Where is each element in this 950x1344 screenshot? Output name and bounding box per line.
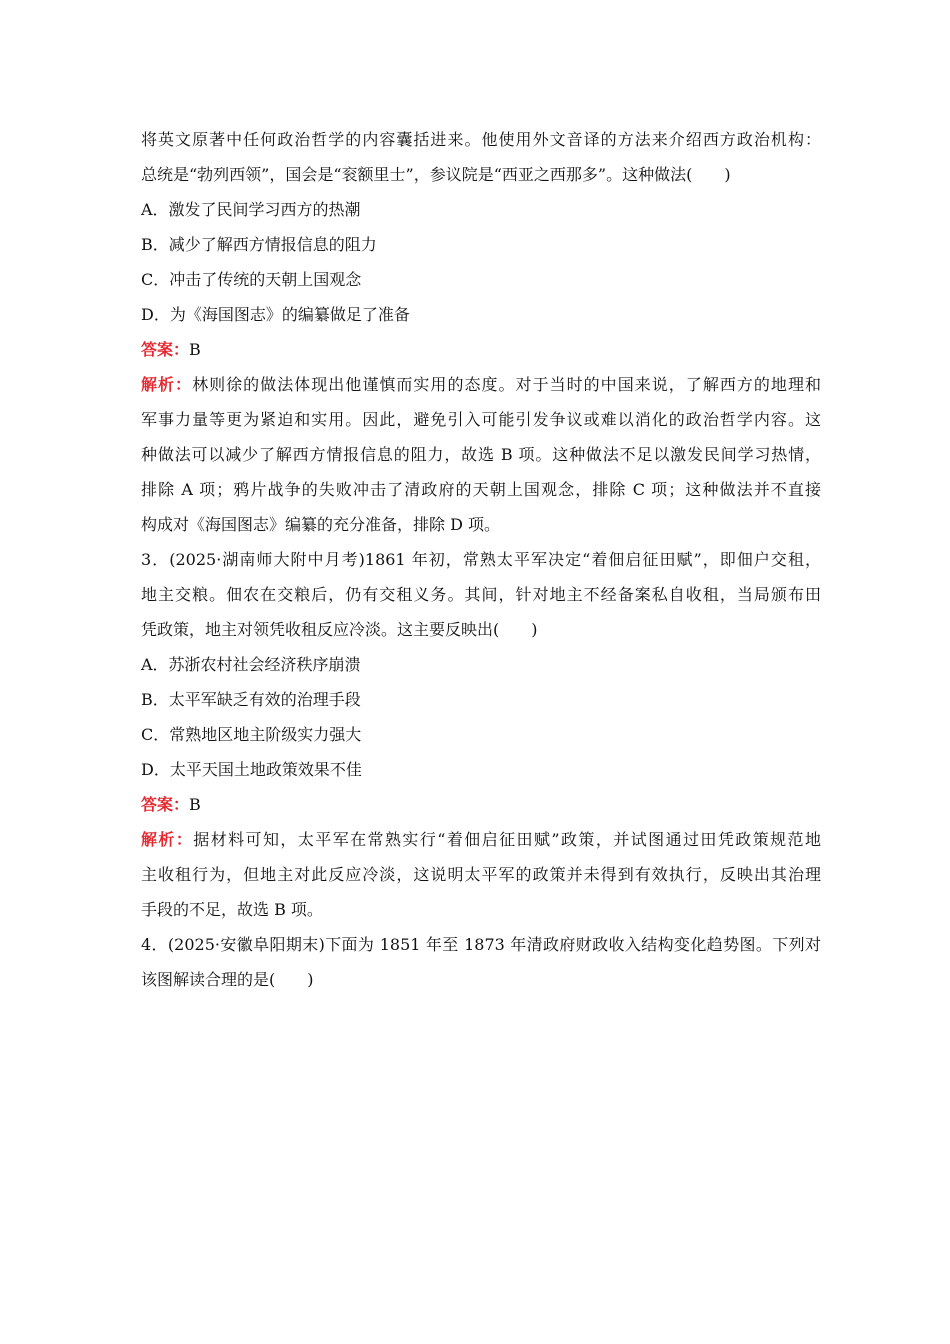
- q3-analysis-line-1: [141, 822, 821, 857]
- q2-analysis-line-5: 构成对《海国图志》编纂的充分准备，排除 D 项。: [141, 515, 501, 534]
- q3-option-d: D．太平天国土地政策效果不佳: [141, 760, 362, 779]
- answer-label: 答案：: [141, 340, 190, 359]
- q3-stem-line-3: 凭政策，地主对领凭收租反应冷淡。这主要反映出( ): [141, 620, 538, 639]
- answer-value: B: [189, 795, 201, 814]
- q2-analysis-line-4: 排除 A 项；鸦片战争的失败冲击了清政府的天朝上国观念，排除 C 项；这种做法并不直接: [141, 480, 821, 499]
- analysis-text: 据材料可知，太平军在常熟实行“着佃启征田赋”政策，并试图通过田凭政策规范地: [193, 830, 821, 849]
- q2-stem-line-1: 将英文原著中任何政治哲学的内容囊括进来。他使用外文音译的方法来介绍西方政治机构：: [141, 130, 821, 149]
- q2-answer: [141, 332, 821, 367]
- analysis-text: 林则徐的做法体现出他谨慎而实用的态度。对于当时的中国来说，了解西方的地理和: [192, 375, 821, 394]
- answer-label: 答案：: [141, 795, 190, 814]
- q3-analysis-line-2: 主收租行为，但地主对此反应冷淡，这说明太平军的政策并未得到有效执行，反映出其治理: [141, 865, 821, 884]
- q2-option-a: A．激发了民间学习西方的热潮: [141, 200, 361, 219]
- q4-stem-line-1: 4．(2025·安徽阜阳期末)下面为 1851 年至 1873 年清政府财政收入结构变化趋势图。下列对: [141, 935, 821, 954]
- q2-analysis-line-3: 种做法可以减少了解西方情报信息的阻力，故选 B 项。这种做法不足以激发民间学习热情，: [141, 445, 821, 464]
- answer-value: B: [189, 340, 201, 359]
- q3-stem-line-1: 3．(2025·湖南师大附中月考)1861 年初，常熟太平军决定“着佃启征田赋”，即佃户交租，: [141, 550, 821, 569]
- page-content: [141, 122, 821, 997]
- q2-option-b: B．减少了解西方情报信息的阻力: [141, 235, 377, 254]
- q3-stem-line-2: 地主交粮。佃农在交粮后，仍有交租义务。其间，针对地主不经备案私自收租，当局颁布田: [141, 585, 821, 604]
- q2-option-c: C．冲击了传统的天朝上国观念: [141, 270, 362, 289]
- q3-option-b: B．太平军缺乏有效的治理手段: [141, 690, 361, 709]
- q2-option-d: D．为《海国图志》的编纂做足了准备: [141, 305, 410, 324]
- analysis-label: 解析：: [141, 375, 193, 394]
- q3-option-a: A．苏浙农村社会经济秩序崩溃: [141, 655, 361, 674]
- q3-option-c: C．常熟地区地主阶级实力强大: [141, 725, 362, 744]
- q2-analysis-line-1: [141, 367, 821, 402]
- q2-stem-line-2: 总统是“勃列西领”，国会是“衮额里士”，参议院是“西亚之西那多”。这种做法( ): [141, 165, 731, 184]
- q2-analysis-line-2: 军事力量等更为紧迫和实用。因此，避免引入可能引发争议或难以消化的政治哲学内容。这: [141, 410, 821, 429]
- q3-answer: [141, 787, 821, 822]
- q3-analysis-line-3: 手段的不足，故选 B 项。: [141, 900, 323, 919]
- q4-stem-line-2: 该图解读合理的是( ): [141, 970, 314, 989]
- analysis-label: 解析：: [141, 830, 194, 849]
